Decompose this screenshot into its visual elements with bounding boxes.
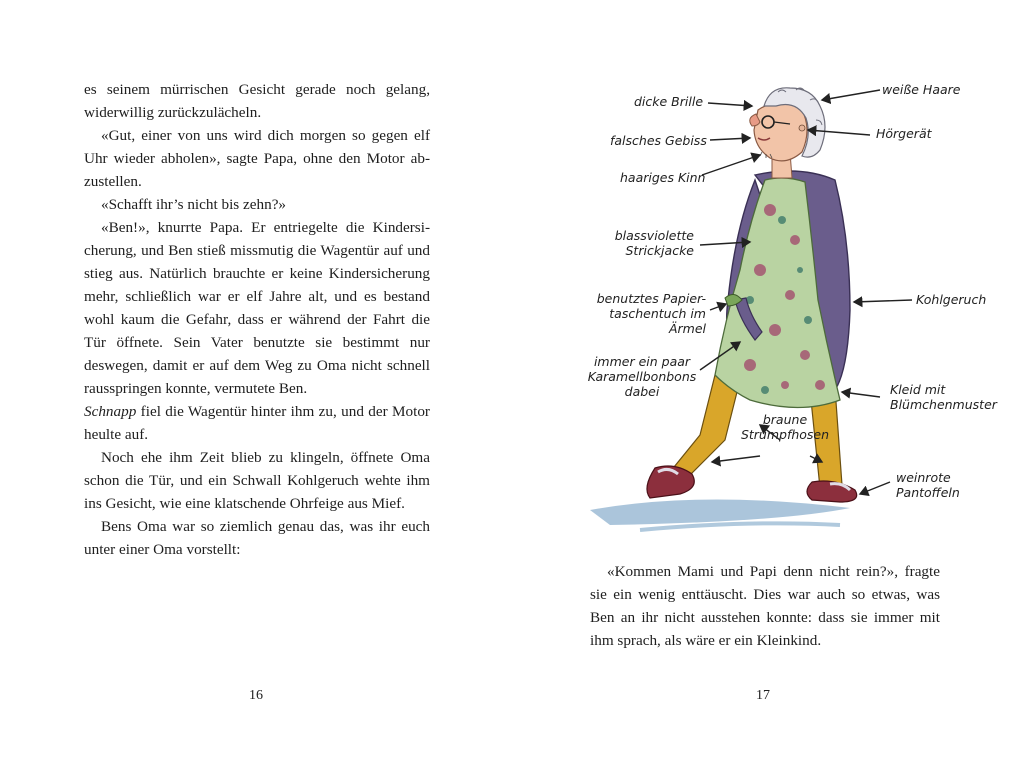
label-kleid: Kleid mit Blümchenmuster: [890, 382, 997, 412]
paragraph: «Kommen Mami und Papi denn nicht rein?», fragte sie ein wenig enttäuscht. Dies war auch so etwas, was Ben an ihr nicht ausstehen konnte: dass sie immer mit ihm sprach, als wäre er ein Kleinkind.: [590, 563, 940, 649]
paragraph-continuation: fiel die Wagentür hinter ihm zu, und der Motor heulte auf.: [84, 403, 430, 443]
label-kohlgeruch: Kohlgeruch: [916, 292, 987, 307]
label-pantoffeln: weinrote Pantoffeln: [896, 470, 960, 500]
page-number-right: 17: [756, 688, 770, 703]
label-falsches-gebiss: falsches Gebiss: [610, 133, 707, 148]
paragraph: [84, 400, 430, 446]
paragraph: Bens Oma war so ziemlich genau das, was ihr euch unter einer Oma vorstellt:: [84, 518, 430, 558]
paragraph: «Schafft ihr’s nicht bis zehn?»: [101, 196, 287, 213]
right-page: [510, 0, 1020, 783]
paragraph: es seinem mürrischen Gesicht gerade noch gelang, widerwillig zurückzulächeln.: [84, 81, 430, 121]
grandma-illustration: [550, 70, 1020, 540]
label-taschentuch: benutztes Papier- taschentuch im Ärmel: [596, 291, 706, 336]
label-strumpfhosen: braune Strumpfhosen: [740, 412, 830, 442]
label-haariges-kinn: haariges Kinn: [620, 170, 706, 185]
paragraph: «Ben!», knurrte Papa. Er entriegelte die Kindersicherung, und Ben stieß missmutig die Wagentür auf und stieg aus. Natürlich brauchte er keine Kindersicherung mehr, schließlich war er elf Jahre alt, und es bestand wohl kaum die Gefahr, dass er während der Fahrt die Tür öffnete. Sein Vater benutzte sie bestimmt nur deswegen, damit er auf dem Weg zu Oma nicht schnell rausspringen konnte, vermutete Ben.: [84, 219, 430, 397]
right-page-text: [590, 560, 940, 652]
label-karamellbonbons: immer ein paar Karamellbonbons dabei: [587, 354, 697, 399]
label-strickjacke: blassviolette Strickjacke: [614, 228, 694, 258]
left-page-text: [84, 78, 430, 561]
emphasis-word: Schnapp: [84, 403, 137, 420]
label-weisse-haare: weiße Haare: [882, 82, 961, 97]
label-dicke-brille: dicke Brille: [634, 94, 704, 109]
label-hoergeraet: Hörgerät: [876, 126, 932, 141]
paragraph: «Gut, einer von uns wird dich morgen so gegen elf Uhr wieder abholen», sagte Papa, ohne den Motor abzustellen.: [84, 127, 430, 190]
paragraph: Noch ehe ihm Zeit blieb zu klingeln, öffnete Oma schon die Tür, und ein Schwall Kohlgeruch wehte ihm ins Gesicht, wie eine klatschende Ohrfeige aus Mief.: [84, 449, 430, 512]
page-number-left: 16: [249, 688, 263, 703]
